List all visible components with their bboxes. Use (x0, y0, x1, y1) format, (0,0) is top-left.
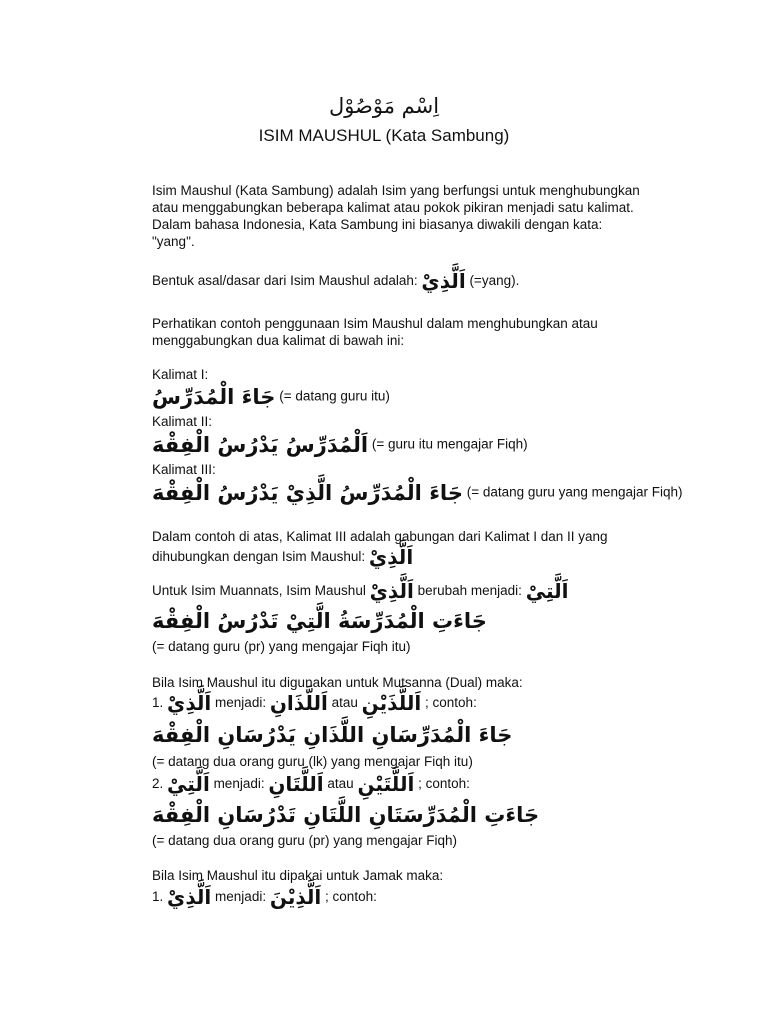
intro-line-1: Isim Maushul (Kata Sambung) adalah Isim yang berfungsi untuk menghubungkan (152, 183, 640, 198)
dalam-line-1: Dalam contoh di atas, Kalimat III adalah gabungan dari Kalimat I dan II yang (152, 529, 608, 544)
dual2-arabic-3: اَللَّتَيْنِ (357, 771, 415, 796)
dual1-meaning: (= datang dua orang guru (lk) yang mengajar Fiqh itu) (152, 754, 473, 769)
muannats-example-row (152, 608, 487, 634)
jamak-item-1 (152, 884, 377, 909)
jamak1-menjadi: menjadi: (215, 889, 267, 904)
dual1-example: جَاءَ الْمُدَرِّسَانِ اللَّذَانِ يَدْرُسَانِ الْفِقْهَ (152, 723, 513, 747)
dual-item-1 (152, 690, 477, 715)
intro-line-4: "yang". (152, 234, 195, 249)
dual1-menjadi: menjadi: (215, 695, 267, 710)
bentuk-suffix: (=yang). (469, 273, 520, 288)
muannats-text-1: Untuk Isim Muannats, Isim Maushul (152, 583, 366, 598)
kalimat2-label: Kalimat II: (152, 414, 213, 429)
jamak1-arabic-2: اَلَّذِيْنَ (269, 884, 322, 909)
dual2-atau: atau (327, 776, 354, 791)
muannats-arabic-1: اَلَّذِيْ (369, 578, 414, 603)
arabic-alladzi: اَلَّذِيْ (421, 268, 466, 293)
dual2-example: جَاءَتِ الْمُدَرِّسَتَانِ اللَّتَانِ تَدْرُسَانِ الْفِقْهَ (152, 803, 540, 827)
dual1-num: 1. (152, 695, 164, 710)
dual2-arabic-1: اَلَّتِيْ (167, 771, 210, 796)
page-title: ISIM MAUSHUL (Kata Sambung) (258, 126, 510, 145)
dalam-line-2 (152, 544, 414, 569)
dual2-meaning: (= datang dua orang guru (pr) yang mengajar Fiqh) (152, 833, 458, 848)
dual-intro: Bila Isim Maushul itu digunakan untuk Mutsanna (Dual) maka: (152, 675, 523, 690)
bentuk-text: Bentuk asal/dasar dari Isim Maushul adalah: (152, 273, 418, 288)
kalimat3-arabic: جَاءَ الْمُدَرِّسُ الَّذِيْ يَدْرُسُ الْفِقْهَ (152, 481, 463, 505)
intro-line-3: Dalam bahasa Indonesia, Kata Sambung ini biasanya diwakili dengan kata: (152, 217, 603, 232)
intro-line-2: atau menggabungkan beberapa kalimat atau pokok pikiran menjadi satu kalimat. (152, 200, 634, 215)
dual1-contoh: ; contoh: (425, 695, 477, 710)
jamak1-arabic-1: اَلَّذِيْ (167, 884, 212, 909)
kalimat3-label: Kalimat III: (152, 462, 216, 477)
kalimat1-arabic: جَاءَ الْمُدَرِّسُ (152, 385, 276, 409)
perhatikan-line-1: Perhatikan contoh penggunaan Isim Maushul dalam menghubungkan atau (152, 316, 598, 331)
dual1-atau: atau (331, 695, 358, 710)
muannats-example: جَاءَتِ الْمُدَرِّسَةُ الَّتِيْ تَدْرُسُ الْفِقْهَ (152, 609, 487, 633)
muannats-line (152, 578, 569, 603)
arabic-title: اِسْم مَوْصُوْل (328, 94, 440, 118)
dual1-arabic-1: اَلَّذِيْ (167, 690, 212, 715)
dual2-example-row (152, 802, 539, 828)
dual2-num: 2. (152, 776, 164, 791)
kalimat2-arabic: اَلْمُدَرِّسُ يَدْرُسُ الْفِقْهَ (152, 433, 369, 457)
dalam-arabic: اَلَّذِيْ (368, 544, 414, 569)
muannats-arabic-2: اَلَّتِيْ (525, 578, 569, 603)
kalimat2-row (152, 432, 528, 458)
dual1-arabic-3: اَللَّذَيْنِ (361, 690, 422, 715)
kalimat1-meaning: (= datang guru itu) (279, 388, 390, 404)
muannats-text-2: berubah menjadi: (417, 583, 522, 598)
bentuk-line (152, 268, 520, 293)
jamak1-num: 1. (152, 889, 164, 904)
kalimat1-label: Kalimat I: (152, 367, 209, 382)
dalam-text: dihubungkan dengan Isim Maushul: (152, 549, 366, 564)
kalimat2-meaning: (= guru itu mengajar Fiqh) (371, 436, 528, 452)
jamak-intro: Bila Isim Maushul itu dipakai untuk Jamak maka: (152, 868, 444, 883)
dual2-arabic-2: اَللَّتَانِ (268, 771, 324, 796)
perhatikan-line-2: menggabungkan dua kalimat di bawah ini: (152, 333, 405, 348)
jamak1-contoh: ; contoh: (325, 889, 377, 904)
dual1-arabic-2: اَللَّذَانِ (269, 690, 328, 715)
dual1-example-row (152, 722, 512, 748)
kalimat3-meaning: (= datang guru yang mengajar Fiqh) (466, 484, 683, 500)
dual-item-2 (152, 771, 470, 796)
dual2-contoh: ; contoh: (418, 776, 470, 791)
kalimat1-row (152, 384, 390, 410)
kalimat3-row (152, 480, 682, 506)
dual2-menjadi: menjadi: (213, 776, 265, 791)
muannats-meaning: (= datang guru (pr) yang mengajar Fiqh itu) (152, 639, 411, 654)
